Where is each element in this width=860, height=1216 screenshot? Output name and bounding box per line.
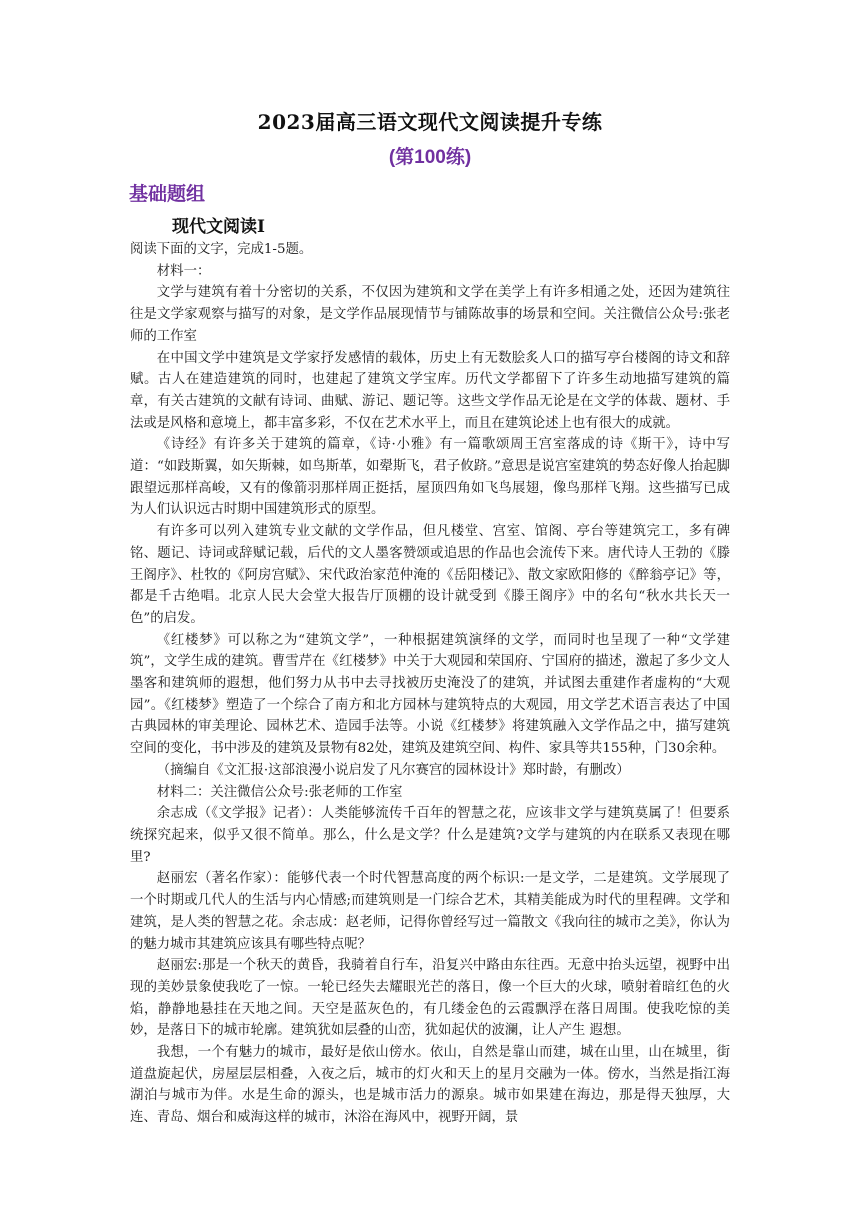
paragraph: 阅读下面的文字，完成1-5题。	[130, 242, 313, 257]
paragraph: 余志成（《文学报》记者）：人类能够流传千百年的智慧之花，应该非文学与建筑莫属了！但要系统探究起来，似乎又很不简单。那么，什么是文学？什么是建筑?文学与建筑的内在联系又表现在哪里?	[130, 806, 730, 865]
paragraph: 材料二：关注微信公众号:张老师的工作室	[156, 784, 403, 800]
paragraph: 赵丽宏:那是一个秋天的黄昏，我骑着自行车，沿复兴中路由东往西。无意中抬头远望，视野中出现的美妙景象使我吃了一惊。一轮已经失去耀眼光芒的落日，像一个巨大的火球，喷射着暗红色的火焰，静静地悬挂在天地之间。天空是蓝灰色的，有几缕金色的云霞飘浮在落日周围。使我吃惊的美妙，是落日下的城市轮廓。建筑犹如层叠的山峦，犹如起伏的波澜，让人产生 遐想。	[130, 958, 730, 1039]
document-title: 2023届高三语文现代文阅读提升专练	[257, 110, 603, 134]
paragraph: 材料一：	[156, 263, 211, 279]
paragraph: （摘编自《文汇报·这部浪漫小说启发了凡尔赛宫的园林设计》郑时龄，有删改）	[156, 762, 630, 778]
paragraph: 《诗经》有许多关于建筑的篇章，《诗·小雅》有一篇歌颂周王宫室落成的诗《斯干》，诗中写道：“如跂斯翼，如矢斯棘，如鸟斯革，如翚斯飞，君子攸跻。”意思是说宫室建筑的势态好像人抬起脚跟望远那样高峻，又有的像箭羽那样周正挺括，屋顶四角如飞鸟展翅，像鸟那样飞翔。这些描写已成为人们认识远古时期中国建筑形式的原型。	[130, 437, 730, 518]
paragraph: 我想，一个有魅力的城市，最好是依山傍水。依山，自然是靠山而建，城在山里，山在城里，街道盘旋起伏，房屋层层相叠，入夜之后，城市的灯火和天上的星月交融为一体。傍水，当然是指江海湖泊与城市为伴。水是生命的源头，也是城市活力的源泉。城市如果建在海边，那是得天独厚，大连、青岛、烟台和威海这样的城市，沐浴在海风中，视野开阔，景	[130, 1045, 730, 1126]
paragraph: 在中国文学中建筑是文学家抒发感情的载体，历史上有无数脍炙人口的描写亭台楼阁的诗文和辞赋。古人在建造建筑的同时，也建起了建筑文学宝库。历代文学都留下了许多生动地描写建筑的篇章，有关古建筑的文献有诗词、曲赋、游记、题记等。这些文学作品无论是在文学的体裁、题材、手法或是风格和意境上，都丰富多彩，不仅在艺术水平上，而且在建筑论述上也有很大的成就。	[130, 350, 730, 431]
paragraph: 文学与建筑有着十分密切的关系，不仅因为建筑和文学在美学上有许多相通之处，还因为建筑往往是文学家观察与描写的对象，是文学作品展现情节与铺陈故事的场景和空间。关注微信公众号:张老师的工作室	[130, 285, 730, 344]
document-body	[130, 239, 730, 1129]
group-heading: 基础题组	[129, 184, 206, 205]
paragraph: 《红楼梦》可以称之为“建筑文学”，一种根据建筑演绎的文学，而同时也呈现了一种“文学建筑”，文学生成的建筑。曹雪芹在《红楼梦》中关于大观园和荣国府、宁国府的描述，激起了多少文人墨客和建筑师的遐想，他们努力从书中去寻找被历史淹没了的建筑，并试图去重建作者虚构的“大观园”。《红楼梦》塑造了一个综合了南方和北方园林与建筑特点的大观园，用文学艺术语言表达了中国古典园林的审美理论、园林艺术、造园手法等。小说《红楼梦》将建筑融入文学作品之中，描写建筑空间的变化，书中涉及的建筑及景物有82处，建筑及建筑空间、构件、家具等共155种，门30余种。	[130, 632, 730, 757]
document-subtitle: (第100练)	[388, 147, 472, 168]
paragraph: 赵丽宏（著名作家）：能够代表一个时代智慧高度的两个标识:一是文学，二是建筑。文学展现了一个时期或几代人的生活与内心情感;而建筑则是一门综合艺术，其精美能成为时代的里程碑。文学和建筑，是人类的智慧之花。余志成：赵老师，记得你曾经写过一篇散文《我向往的城市之美》，你认为的魅力城市其建筑应该具有哪些特点呢？	[130, 871, 730, 952]
paragraph: 有许多可以列入建筑专业文献的文学作品，但凡楼堂、宫室、馆阁、亭台等建筑完工，多有碑铭、题记、诗词或辞赋记载，后代的文人墨客赞颂或追思的作品也会流传下来。唐代诗人王勃的《滕王阁序》、杜牧的《阿房宫赋》、宋代政治家范仲淹的《岳阳楼记》、散文家欧阳修的《醉翁亭记》等，都是千古绝唱。北京人民大会堂大报告厅顶棚的设计就受到《滕王阁序》中的名句“秋水共长天一色”的启发。	[130, 524, 730, 626]
section-heading: 现代文阅读Ⅰ	[172, 217, 265, 237]
